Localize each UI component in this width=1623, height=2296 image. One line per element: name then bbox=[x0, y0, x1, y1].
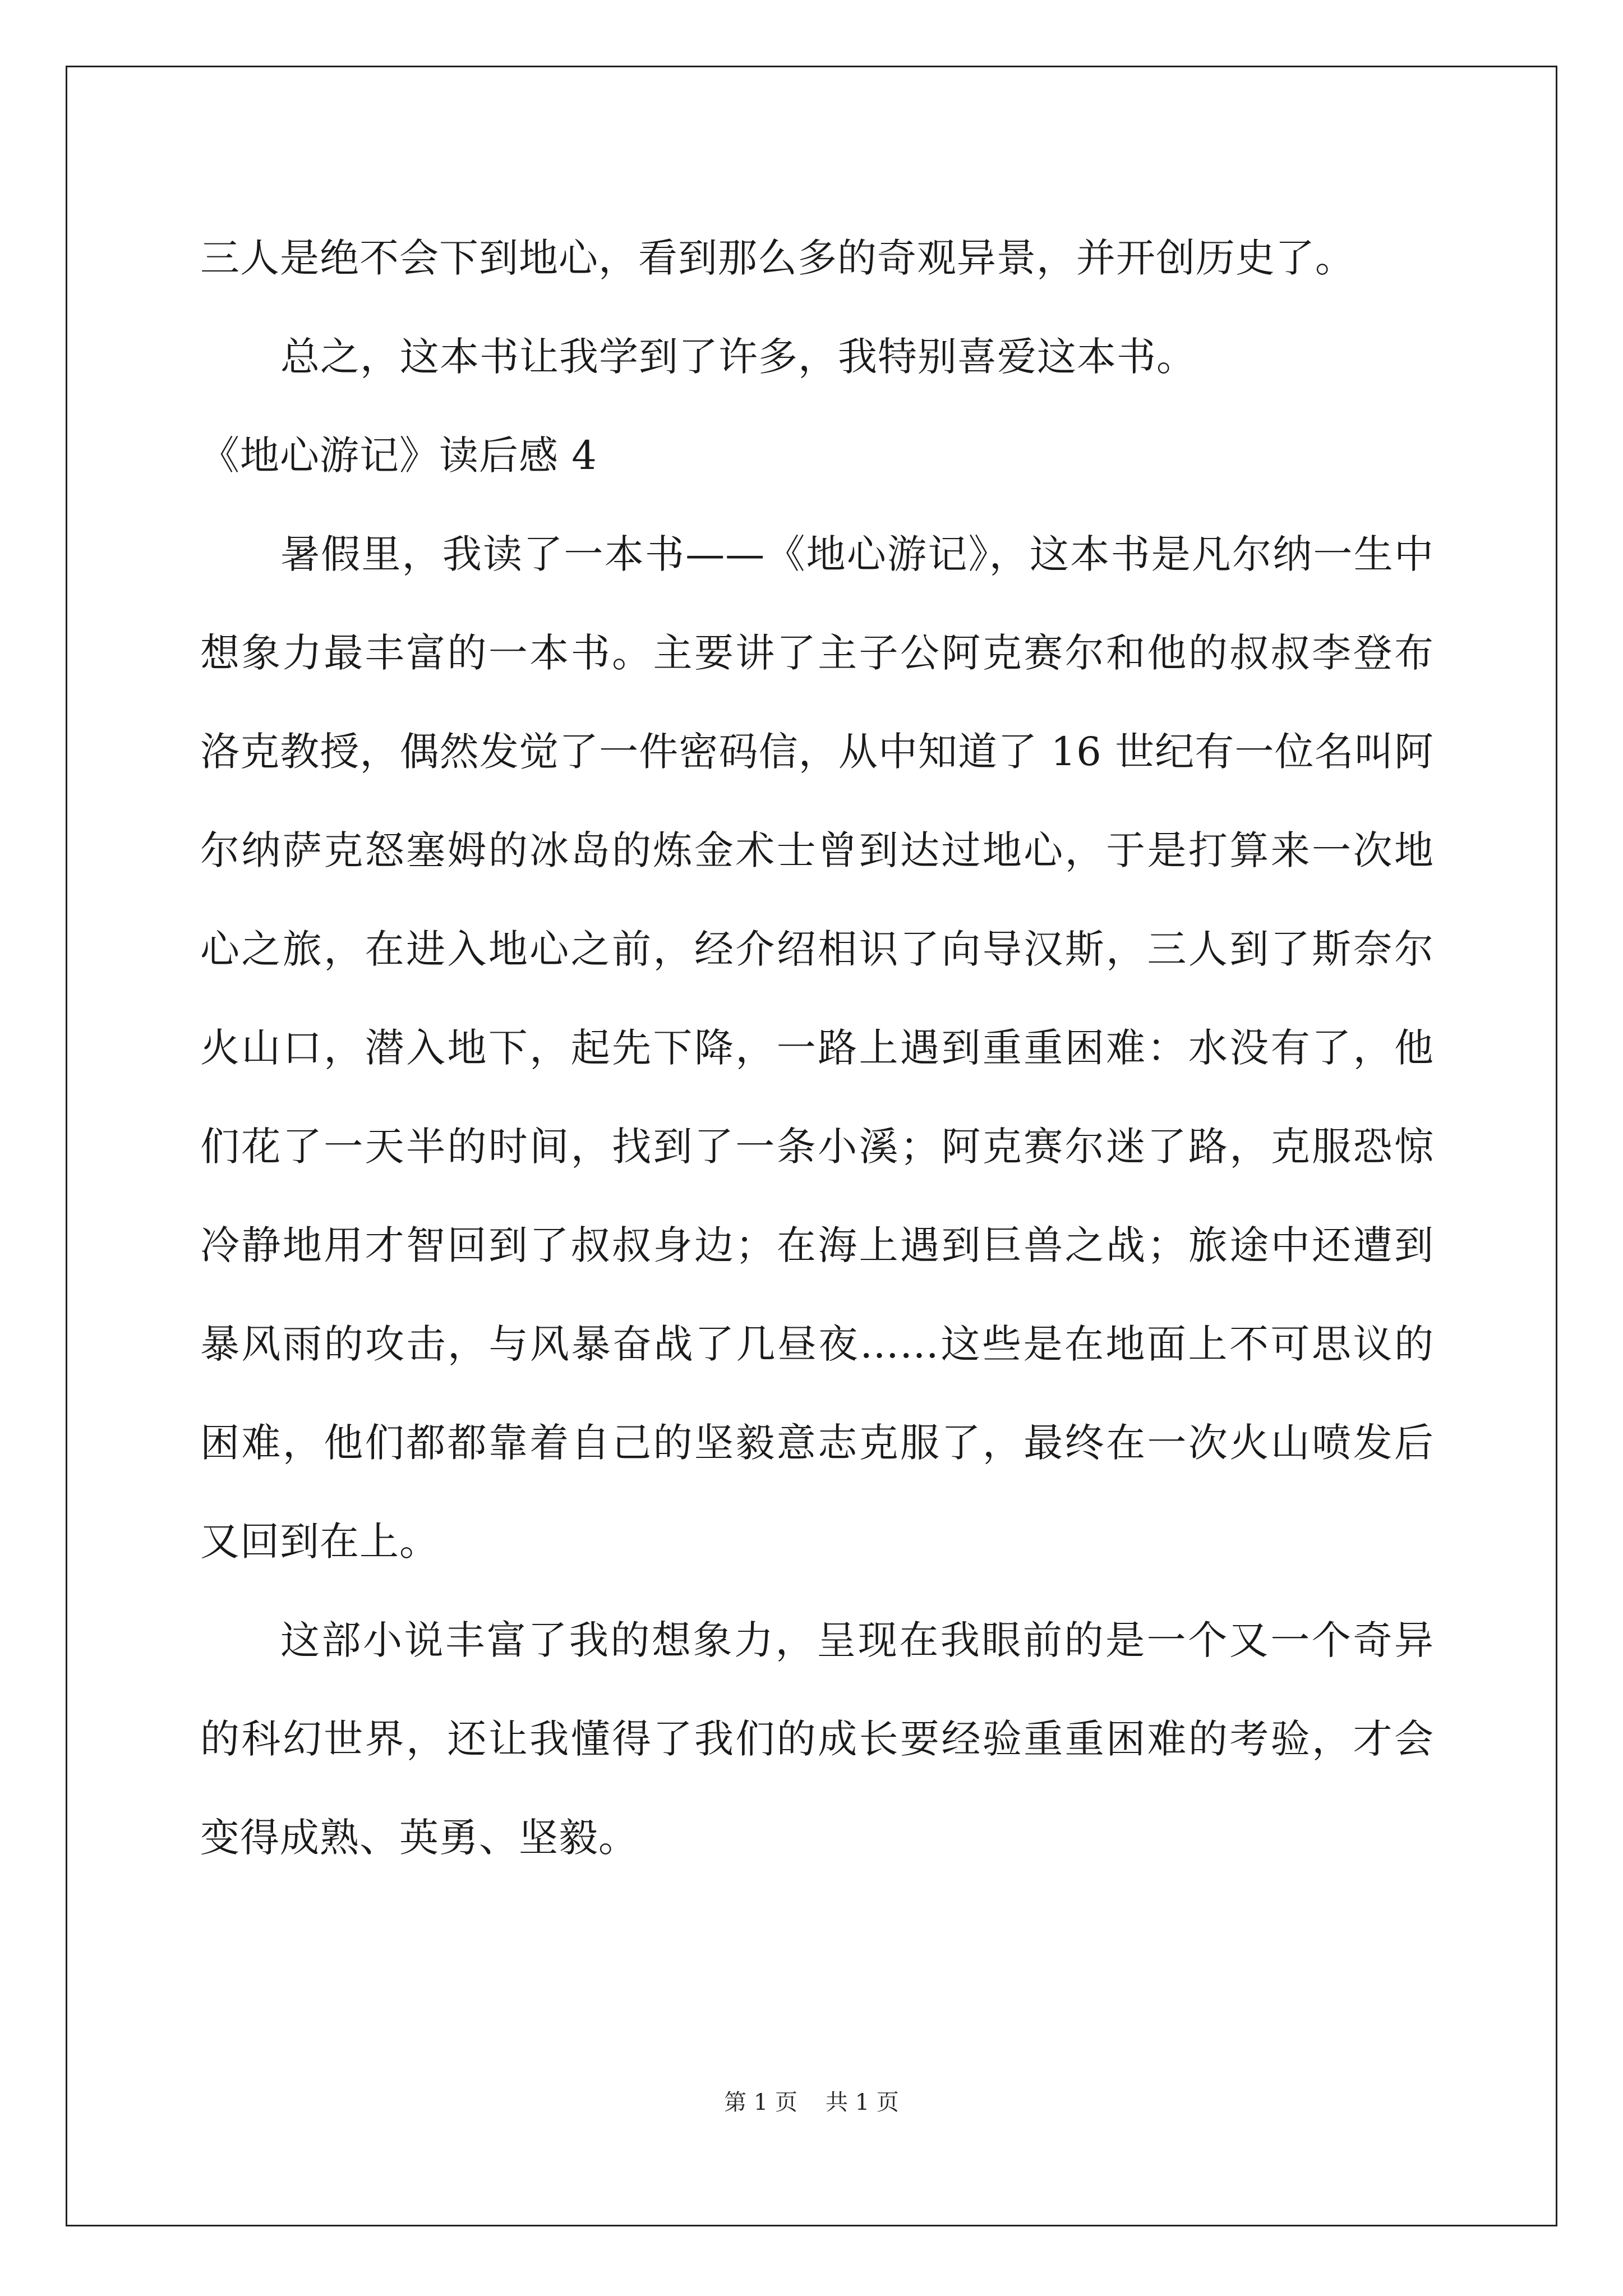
text-line: 三人是绝不会下到地心，看到那么多的奇观异景，并开创历史了。 bbox=[200, 235, 1355, 281]
text-line: 的科幻世界，还让我懂得了我们的成长要经验重重困难的考验，才会 bbox=[200, 1716, 1434, 1762]
text-line: 洛克教授，偶然发觉了一件密码信，从中知道了 16 世纪有一位名叫阿 bbox=[200, 729, 1434, 775]
text-line: 心之旅，在进入地心之前，经介绍相识了向导汉斯，三人到了斯奈尔 bbox=[200, 926, 1434, 972]
text-line: 这部小说丰富了我的想象力，呈现在我眼前的是一个又一个奇异 bbox=[280, 1617, 1434, 1663]
text-line: 冷静地用才智回到了叔叔身边；在海上遇到巨兽之战；旅途中还遭到 bbox=[200, 1222, 1434, 1268]
text-line: 暑假里，我读了一本书——《地心游记》，这本书是凡尔纳一生中 bbox=[280, 531, 1434, 577]
text-line: 总之，这本书让我学到了许多，我特别喜爱这本书。 bbox=[280, 334, 1196, 380]
text-line: 们花了一天半的时间，找到了一条小溪；阿克赛尔迷了路，克服恐惊 bbox=[200, 1124, 1434, 1170]
page-footer bbox=[0, 2086, 1623, 2119]
section-heading: 《地心游记》读后感 4 bbox=[200, 432, 597, 478]
document-body bbox=[200, 209, 1434, 1887]
text-line: 想象力最丰富的一本书。主要讲了主子公阿克赛尔和他的叔叔李登布 bbox=[200, 630, 1434, 676]
text-line: 火山口，潜入地下，起先下降，一路上遇到重重困难：水没有了，他 bbox=[200, 1025, 1434, 1071]
text-line: 暴风雨的攻击，与风暴奋战了几昼夜……这些是在地面上不可思议的 bbox=[200, 1321, 1434, 1367]
text-line: 尔纳萨克怒塞姆的冰岛的炼金术士曾到达过地心，于是打算来一次地 bbox=[200, 827, 1434, 873]
page-number-total: 共 1 页 bbox=[826, 2090, 899, 2115]
text-line: 又回到在上。 bbox=[200, 1519, 439, 1565]
text-line: 困难，他们都都靠着自己的坚毅意志克服了，最终在一次火山喷发后 bbox=[200, 1420, 1434, 1466]
page-number-current: 第 1 页 bbox=[724, 2090, 797, 2115]
text-line: 变得成熟、英勇、坚毅。 bbox=[200, 1815, 638, 1861]
